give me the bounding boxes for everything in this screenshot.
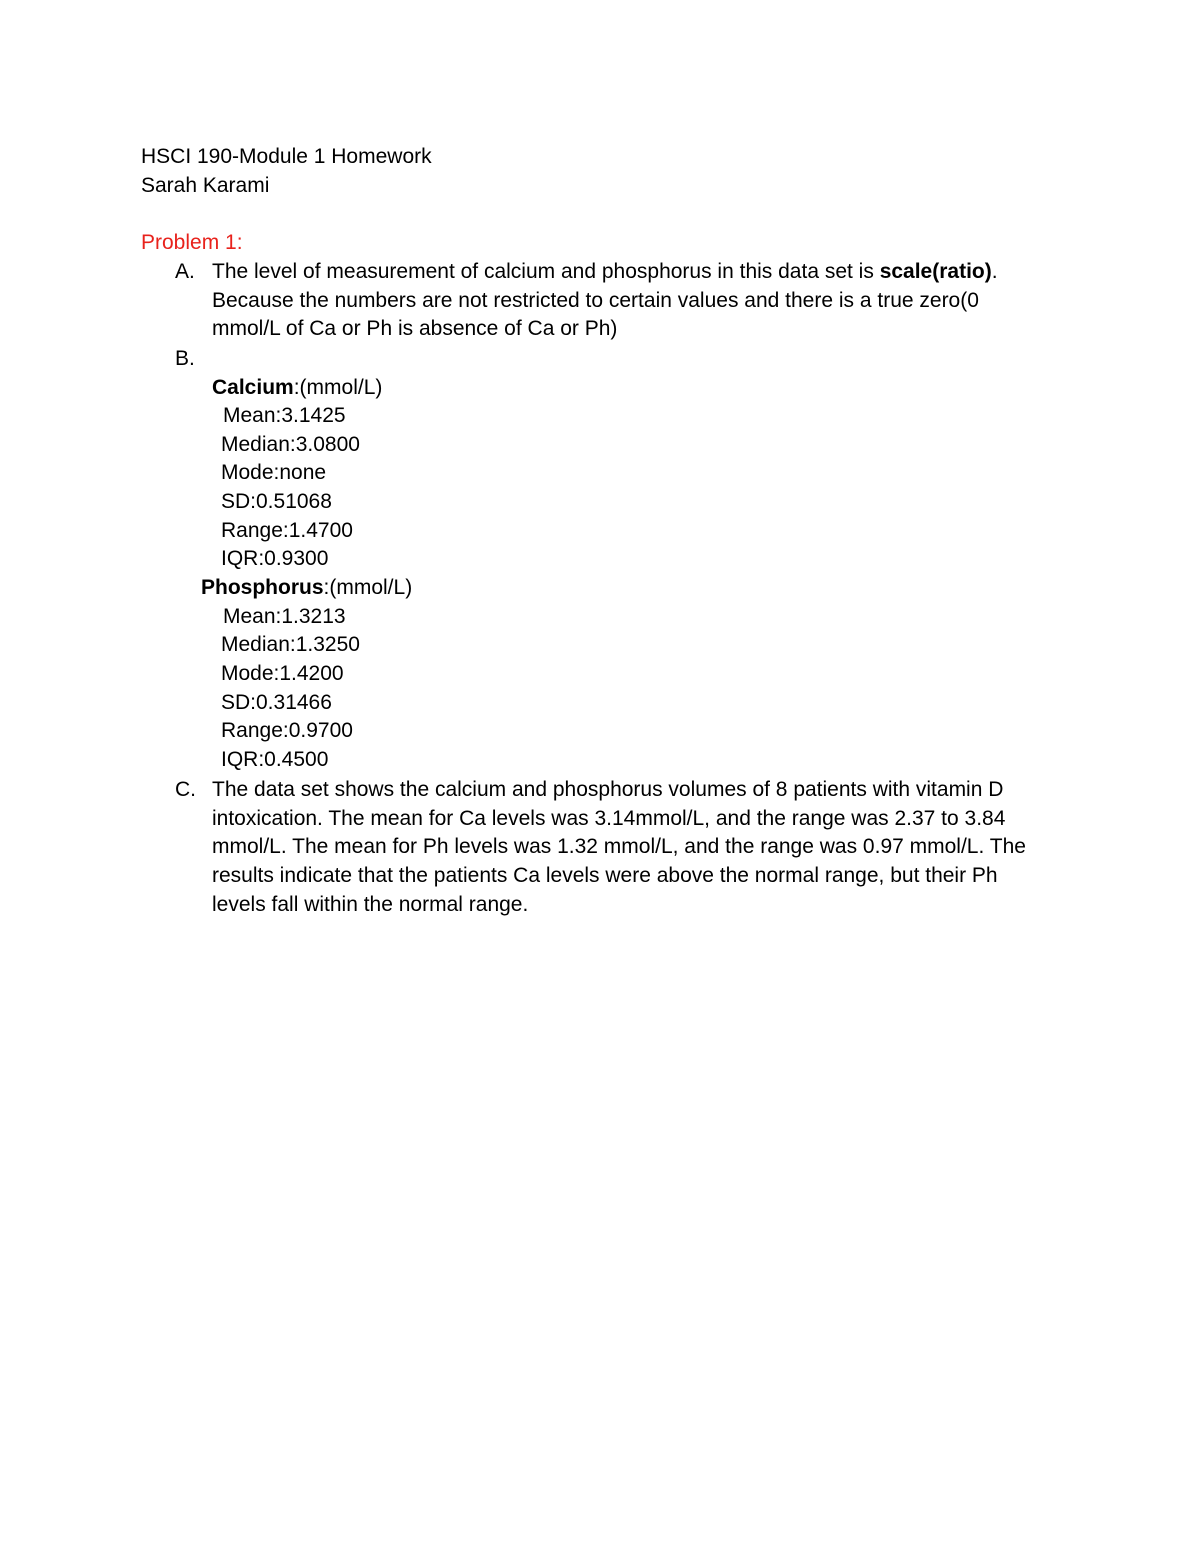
part-c-line-1: The data set shows the calcium and phosphorus volumes of 8 patients with vitamin D [212,778,1004,801]
part-a-line-1 [212,258,998,287]
part-a-line-3: mmol/L of Ca or Ph is absence of Ca or Ph) [212,317,618,341]
phosphorus-sd: SD:0.31466 [221,691,332,714]
phosphorus-unit: :(mmol/L) [323,576,413,599]
calcium-sd: SD:0.51068 [221,490,332,513]
calcium-label: Calcium [212,376,294,399]
calcium-mode: Mode:none [221,461,327,484]
part-c-line-3: mmol/L. The mean for Ph levels was 1.32 mmol/L, and the range was 0.97 mmol/L. The [212,835,1026,859]
part-a-bold-term: scale(ratio) [879,260,992,283]
calcium-iqr: IQR:0.9300 [221,547,329,570]
phosphorus-iqr: IQR:0.4500 [221,748,329,771]
part-c-text [212,776,1026,920]
part-a-text [212,258,998,344]
part-c-line-5: levels fall within the normal range. [212,892,529,916]
calcium-heading [212,374,382,402]
part-a-line-2: Because the numbers are not restricted to certain values and there is a true zero(0 [212,288,979,312]
calcium-unit: :(mmol/L) [293,376,383,399]
calcium-mean: Mean:3.1425 [223,404,346,427]
part-b-marker: B. [175,347,195,370]
phosphorus-median: Median:1.3250 [221,633,360,656]
part-c-line-2: intoxication. The mean for Ca levels was 3.14mmol/L, and the range was 2.37 to 3.84 [212,806,1006,830]
document-title: HSCI 190-Module 1 Homework [141,145,432,168]
part-c-line-4: results indicate that the patients Ca levels were above the normal range, but their Ph [212,864,998,888]
calcium-median: Median:3.0800 [221,433,360,456]
phosphorus-mean: Mean:1.3213 [223,605,346,628]
calcium-range: Range:1.4700 [221,519,353,542]
part-c-marker: C. [175,778,196,801]
part-a-line-1-pre: The level of measurement of calcium and phosphorus in this data set is [212,260,880,283]
problem-heading: Problem 1: [141,231,243,254]
phosphorus-heading [201,574,412,602]
phosphorus-mode: Mode:1.4200 [221,662,344,685]
part-a-line-1-post: . [991,260,998,283]
author-name: Sarah Karami [141,174,270,197]
phosphorus-label: Phosphorus [201,576,324,599]
part-a-marker: A. [175,260,195,283]
phosphorus-range: Range:0.9700 [221,719,353,742]
